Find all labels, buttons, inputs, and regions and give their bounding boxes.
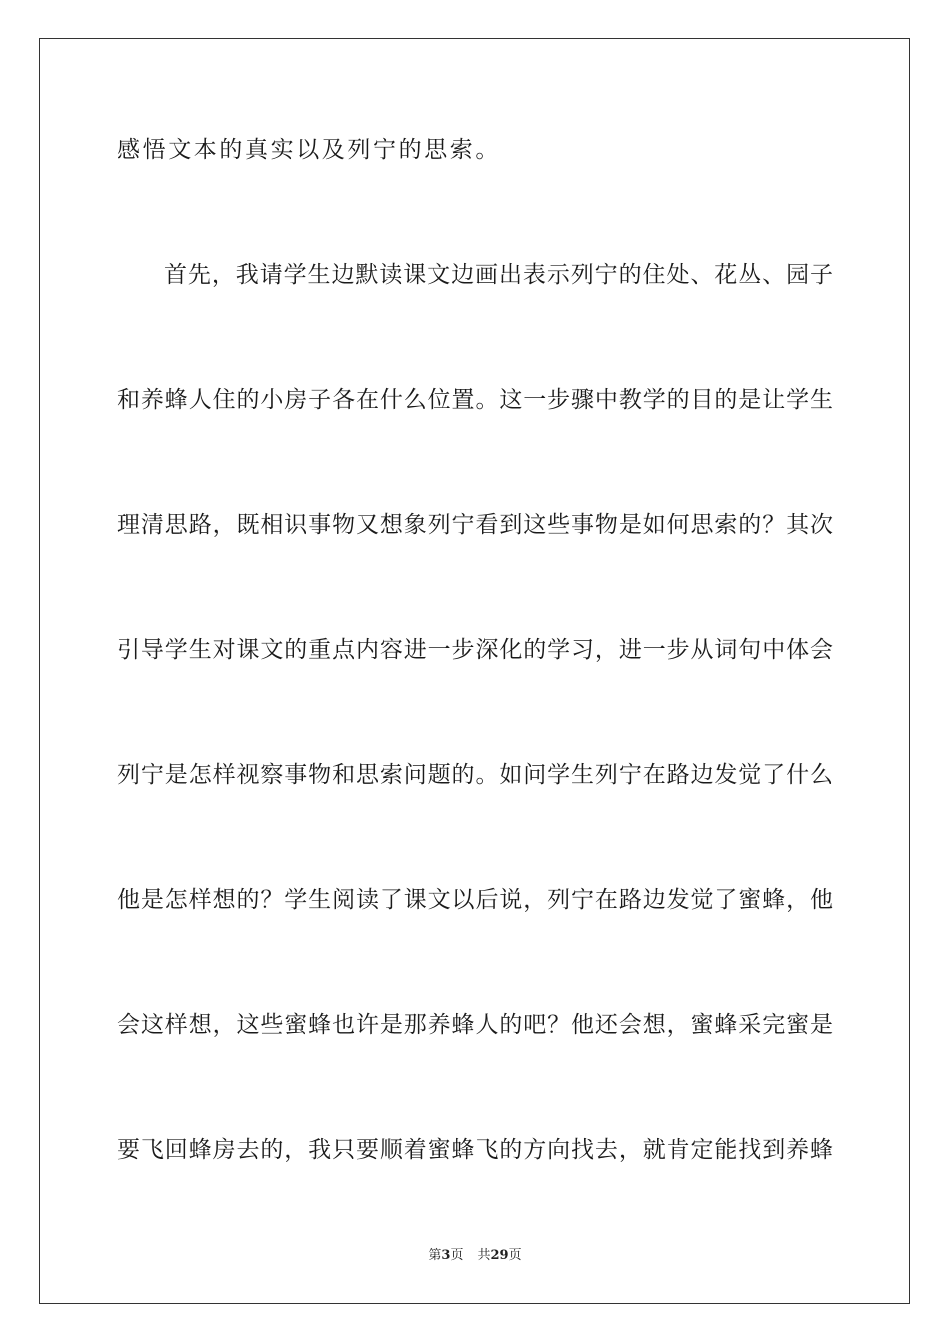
page-border <box>39 38 910 1304</box>
page-number: 3 <box>441 1248 451 1263</box>
body-line-8: 会这样想，这些蜜蜂也许是那养蜂人的吧？他还会想，蜜蜂采完蜜是 <box>117 1012 833 1038</box>
body-line-4: 理清思路，既相识事物又想象列宁看到这些事物是如何思索的？其次 <box>117 512 833 538</box>
body-line-1: 感悟文本的真实以及列宁的思索。 <box>117 137 501 163</box>
body-line-3: 和养蜂人住的小房子各在什么位置。这一步骤中教学的目的是让学生 <box>117 387 833 413</box>
page-footer <box>0 1247 950 1265</box>
body-line-5: 引导学生对课文的重点内容进一步深化的学习，进一步从词句中体会 <box>117 637 833 663</box>
total-pages: 29 <box>490 1248 509 1263</box>
page-prefix: 第 <box>428 1248 442 1263</box>
body-line-7: 他是怎样想的？学生阅读了课文以后说，列宁在路边发觉了蜜蜂，他 <box>117 887 833 913</box>
total-prefix: 共 <box>477 1248 491 1263</box>
body-line-9: 要飞回蜂房去的，我只要顺着蜜蜂飞的方向找去，就肯定能找到养蜂 <box>117 1137 833 1163</box>
total-suffix: 页 <box>508 1248 522 1263</box>
page-suffix: 页 <box>450 1248 464 1263</box>
body-line-6: 列宁是怎样视察事物和思索问题的。如问学生列宁在路边发觉了什么 <box>117 762 833 788</box>
body-line-2: 首先，我请学生边默读课文边画出表示列宁的住处、花丛、园子 <box>164 262 833 288</box>
